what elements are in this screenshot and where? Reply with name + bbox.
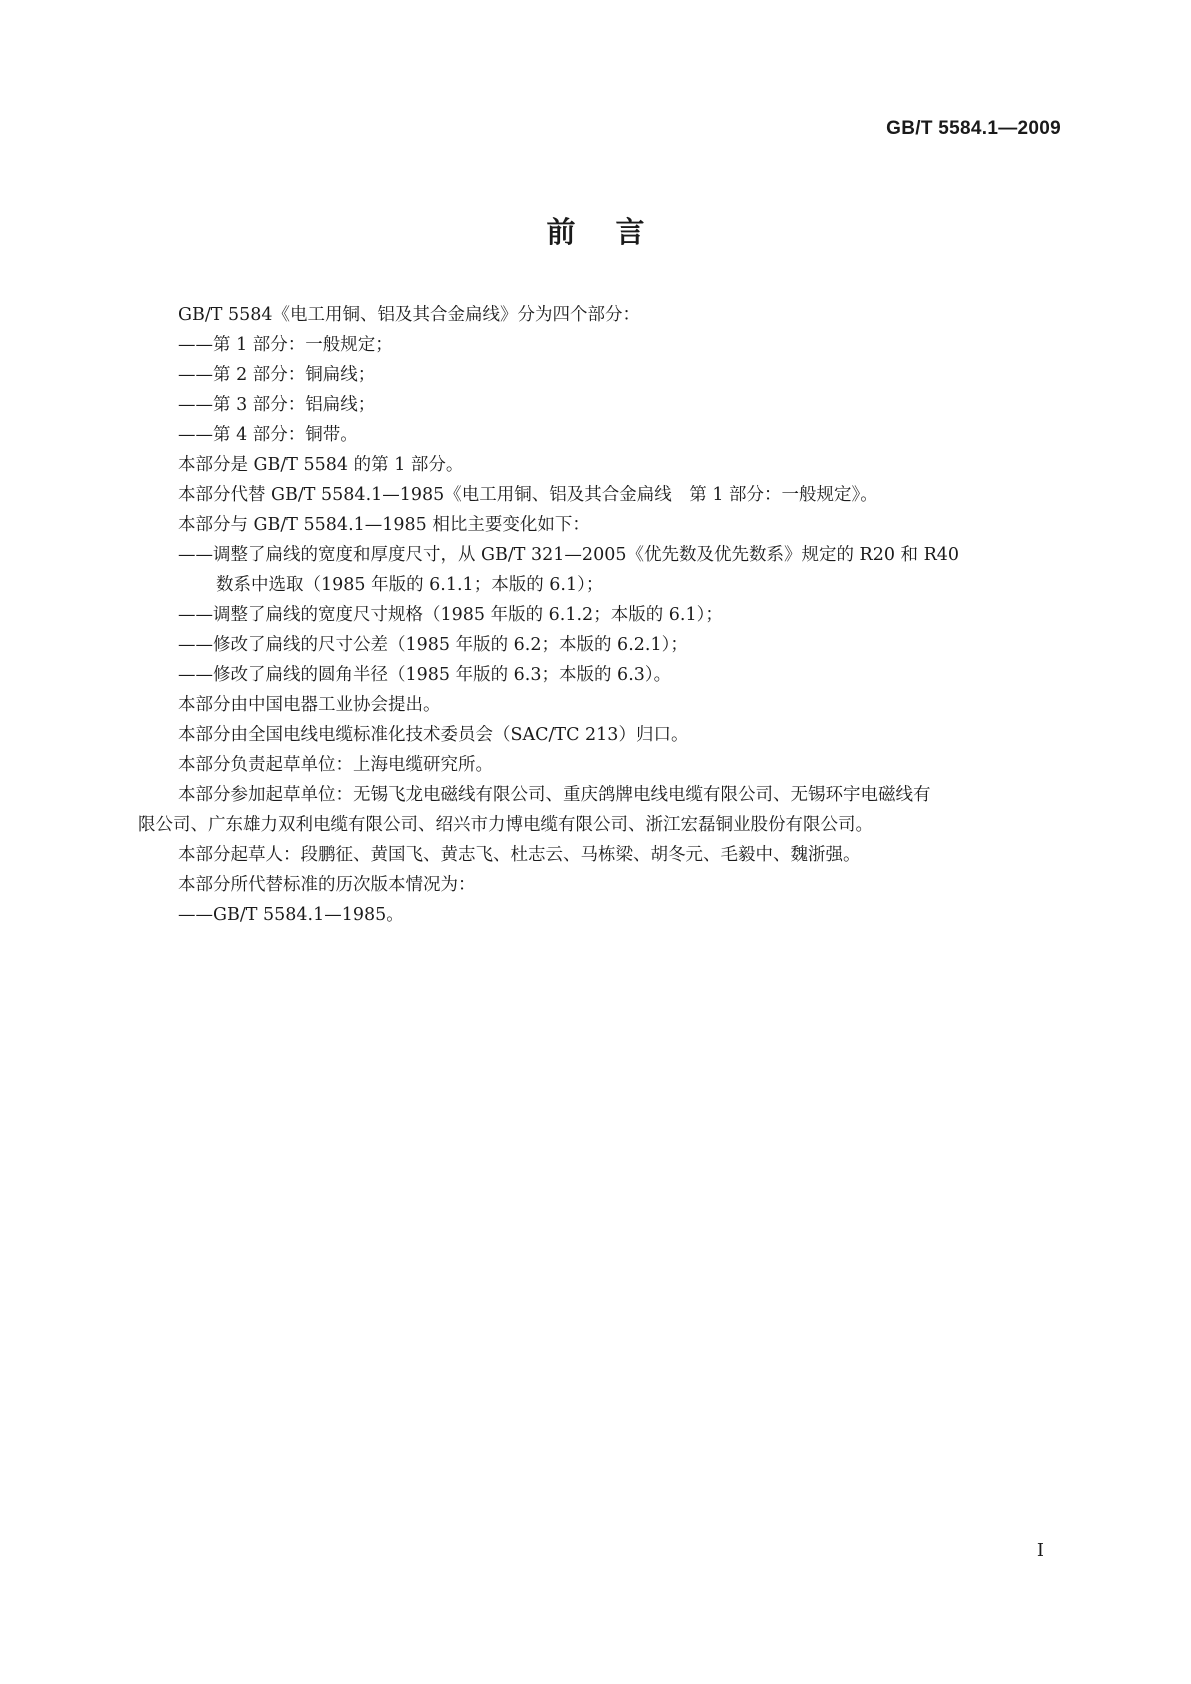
paragraph: 本部分代替 GB/T 5584.1—1985《电工用铜、铝及其合金扁线 第 1 部分：一般规定》。 (178, 485, 878, 505)
list-item: ——第 3 部分：铝扁线； (178, 395, 376, 415)
list-item: ——第 1 部分：一般规定； (178, 335, 393, 355)
paragraph: 本部分由全国电线电缆标准化技术委员会（SAC/TC 213）归口。 (178, 725, 689, 745)
page-number: I (1036, 1540, 1044, 1561)
standard-code: GB/T 5584.1—2009 (886, 118, 1061, 139)
paragraph-continuation: 限公司、广东雄力双利电缆有限公司、绍兴市力博电缆有限公司、浙江宏磊铜业股份有限公司。 (138, 815, 873, 835)
paragraph: 本部分与 GB/T 5584.1—1985 相比主要变化如下： (178, 515, 590, 535)
list-item: ——调整了扁线的宽度和厚度尺寸，从 GB/T 321—2005《优先数及优先数系》规定的 R20 和 R40 (178, 545, 960, 565)
list-item: ——修改了扁线的圆角半径（1985 年版的 6.3；本版的 6.3）。 (178, 665, 672, 685)
list-item: ——第 2 部分：铜扁线； (178, 365, 376, 385)
list-item-continuation: 数系中选取（1985 年版的 6.1.1；本版的 6.1）； (216, 575, 604, 595)
paragraph: 本部分由中国电器工业协会提出。 (178, 695, 441, 715)
list-item: ——GB/T 5584.1—1985。 (178, 905, 404, 925)
paragraph: 本部分参加起草单位：无锡飞龙电磁线有限公司、重庆鸽牌电线电缆有限公司、无锡环宇电磁线有 (178, 785, 931, 805)
page-title: 前言 (546, 215, 685, 249)
foreword-body (138, 300, 1048, 930)
paragraph: 本部分是 GB/T 5584 的第 1 部分。 (178, 455, 464, 475)
paragraph: 本部分负责起草单位：上海电缆研究所。 (178, 755, 493, 775)
paragraph: 本部分起草人：段鹏征、黄国飞、黄志飞、杜志云、马栋梁、胡冬元、毛毅中、魏浙强。 (178, 845, 861, 865)
paragraph: GB/T 5584《电工用铜、铝及其合金扁线》分为四个部分： (178, 305, 641, 325)
list-item: ——调整了扁线的宽度尺寸规格（1985 年版的 6.1.2；本版的 6.1）； (178, 605, 723, 625)
list-item: ——第 4 部分：铜带。 (178, 425, 358, 445)
list-item: ——修改了扁线的尺寸公差（1985 年版的 6.2；本版的 6.2.1）； (178, 635, 688, 655)
paragraph: 本部分所代替标准的历次版本情况为： (178, 875, 476, 895)
